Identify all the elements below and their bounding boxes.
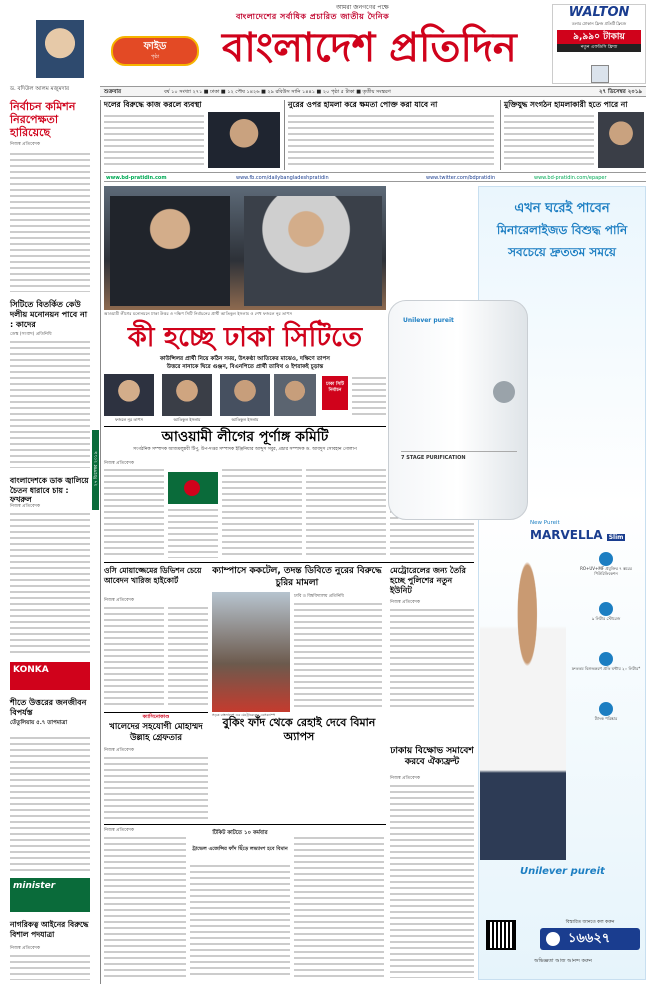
top-story-1[interactable] <box>104 100 282 170</box>
tank-icon <box>599 702 613 716</box>
pureit-product: New Pureit <box>530 520 560 526</box>
pureit-model-name: MARVELLA <box>530 528 603 542</box>
rally-headline[interactable]: ঢাকায় বিক্ষোভ সমাবেশ করবে ঐক্যফ্রন্ট <box>390 746 474 767</box>
pureit-brand-bottom: Unilever pureit <box>520 866 605 877</box>
masthead-tagline: বাংলাদেশের সর্বাধিক প্রচারিত জাতীয় দৈনিক <box>236 12 390 21</box>
rally-body <box>390 784 474 978</box>
left-body-2 <box>10 340 90 468</box>
author-name: ড. বদিউল আলম মজুমদার <box>10 86 70 92</box>
pureit-h3: সবচেয়ে দ্রুততম সময়ে <box>508 245 616 259</box>
metro-body <box>390 608 474 708</box>
feature-4 <box>568 702 644 742</box>
portrait-4 <box>274 374 316 416</box>
campus-photo-caption: সড়ক বাংলাদেশ এর মেট্রোরেলের বেসক্যাম্প <box>212 713 276 717</box>
dateline: বর্ষ ১০ সংখ্যা ২৭১ ■ ঢাকা ■ ১২ পৌষ ১৪২৬ ■ ২৯ রবিউস সানি ১৪৪১ ■ ২০ পৃষ্ঠা ৫ টাকা ■ তৃতীয় সংস্করণ <box>164 89 391 95</box>
top-story-3-body <box>504 114 594 168</box>
biman-byline: নিজস্ব প্রতিবেদক <box>104 828 135 833</box>
left-sub-4: তেঁতুলিয়ায় ৫.৭ তাপমাত্রা <box>10 720 68 726</box>
top-story-3-photo <box>598 112 644 168</box>
stage-icon <box>599 552 613 566</box>
portrait-3 <box>220 374 270 416</box>
al-body-4 <box>306 468 386 558</box>
divider <box>500 100 501 170</box>
lead-photo-right <box>244 196 382 306</box>
os-byline: নিজস্ব প্রতিবেদক <box>104 598 135 603</box>
pureit-h1: এখন ঘরেই পাবেন <box>514 201 610 216</box>
feature-3 <box>568 652 644 702</box>
khaled-byline: নিজস্ব প্রতিবেদক <box>104 748 135 753</box>
portrait-name-3: আতিকুল ইসলাম <box>231 417 259 422</box>
rule <box>104 426 386 427</box>
hotline-number: ১৬৬২৭ <box>568 931 611 946</box>
lead-badge <box>322 376 348 410</box>
minister-logo: minister <box>13 881 56 891</box>
top-story-1-title: দলের বিরুদ্ধে কাজ করলে ব্যবস্থা <box>104 100 202 109</box>
dateline-bar <box>100 86 646 97</box>
date-strip <box>92 430 99 510</box>
pureit-model <box>530 528 642 543</box>
biman-headline[interactable]: বুকিং ফাঁদ থেকে রেহাই দেবে বিমান অ্যাপস <box>222 716 376 743</box>
left-byline-2: ডেস্ক (সংবাদ) প্রতিনিধি <box>10 332 52 337</box>
metro-byline: নিজস্ব প্রতিবেদক <box>390 600 421 605</box>
left-headline-4[interactable]: শীতে উত্তরের জনজীবন বিপর্যস্ত <box>10 698 87 717</box>
bangladesh-flag <box>168 472 218 504</box>
os-body <box>104 606 164 708</box>
khaled-headline[interactable]: খালেদের সহযোগী মোহাম্মদ উল্লাহ গ্রেফতার <box>109 722 203 743</box>
left-headline-1[interactable]: নির্বাচন কমিশন নিরপেক্ষতা হারিয়েছে <box>10 100 76 139</box>
os-body-2 <box>168 606 208 708</box>
minister-ad[interactable] <box>10 878 90 912</box>
purifier-device <box>388 300 528 520</box>
top-story-2-body <box>288 114 494 168</box>
rule <box>104 824 386 825</box>
fridge-icon <box>591 65 609 83</box>
feature-2-text: ৯ লিটার স্টোরেজ <box>591 616 621 621</box>
left-byline-1: নিজস্ব প্রতিবেদক <box>10 142 41 147</box>
speed-icon <box>599 652 613 666</box>
feature-3-text: দ্রুততম বিশুদ্ধকরণ প্রতি ঘন্টায় ২০ লিটার* <box>571 666 641 671</box>
portrait-2 <box>162 374 212 416</box>
left-body-3 <box>10 512 90 656</box>
rally-byline: নিজস্ব প্রতিবেদক <box>390 776 421 781</box>
date-strip-text: ২৭ ডিসেম্বর ২০১৯ <box>94 451 100 487</box>
divider <box>284 100 285 170</box>
top-story-2[interactable] <box>288 100 498 170</box>
phone-icon <box>546 932 560 946</box>
biman-sub: টিকিট কাটতে ১০ কর্মবার <box>212 830 268 836</box>
walton-price: ৯,৯৯০ টাকায় <box>557 30 641 44</box>
web-epaper[interactable]: www.bd-pratidin.com/epaper <box>534 175 607 181</box>
web-links-bar <box>104 172 646 182</box>
feature-1 <box>568 552 644 602</box>
konka-ad[interactable] <box>10 662 90 690</box>
feature-1-text: RO+UV+MF প্রযুক্তির ৭ স্তরের পিউরিফিকেশন <box>580 566 632 576</box>
portrait-name-1: ফজলে নূর তাপস <box>115 417 143 422</box>
al-body-1 <box>104 468 164 558</box>
al-sub: সংগঠনিক সম্পাদক আজমলুন্নবী টিপু, উপ-দপ্তর সম্পাদক ইঞ্জিনিয়ার আব্দুস সবুর, প্রচার সম্পাদক ড. আবদুস সোবহান গোলাপ <box>133 447 357 452</box>
portrait-1 <box>104 374 154 416</box>
lead-sub-1: কাউন্সিলর প্রার্থী নিয়ে কঠিন সময়, উৎকণ্ঠা আতিকের মাঝেও, দক্ষিণে তাপস <box>159 356 331 362</box>
campus-photo <box>212 592 290 712</box>
top-story-1-photo <box>208 112 280 168</box>
web-fb[interactable]: www.fb.com/dailybangladeshpratidin <box>236 175 329 181</box>
left-headline-5[interactable]: নাগরিকত্ব আইনের বিরুদ্ধে বিশাল পদযাত্রা <box>10 920 89 939</box>
biman-sub-2: ট্রাভেল এজেন্সির ফাঁদ ছিঁড়ে লভ্যাংশ হবে বিমান <box>192 846 288 852</box>
campus-headline[interactable]: ক্যাম্পাসে ককটেল, তদন্ত ডিবিতে নুরের বিরুদ্ধে চুরির মামলা <box>212 566 382 588</box>
flag-circle <box>184 480 200 496</box>
biman-body-3 <box>294 836 384 978</box>
left-body-1 <box>10 152 90 292</box>
lead-portraits <box>104 374 316 424</box>
purifier-stage: 7 STAGE PURIFICATION <box>401 451 517 461</box>
walton-line: ডলার ঢোকান ফ্রিজ প্রতিটি ফ্রিজে <box>571 21 627 26</box>
left-byline-5: নিজস্ব প্রতিবেদক <box>10 946 41 951</box>
lead-photo <box>104 186 386 310</box>
promo-badge[interactable] <box>111 36 199 66</box>
web-tw[interactable]: www.twitter.com/bdpratidin <box>426 175 496 181</box>
feature-4-text: ট্যাংক পরিষ্কার <box>594 716 618 721</box>
pureit-bottom-text: অভিজ্ঞতা আজ আনন্দ করুন <box>534 958 592 964</box>
walton-ad[interactable] <box>552 4 646 84</box>
lead-headline[interactable]: কী হচ্ছে ঢাকা সিটিতে <box>127 322 363 353</box>
rule <box>104 562 474 563</box>
al-body-3 <box>222 468 302 558</box>
left-divider <box>100 100 101 984</box>
pureit-h2: মিনারেলাইজড বিশুদ্ধ পানি <box>496 223 628 237</box>
pureit-features <box>568 552 644 742</box>
left-headline-3[interactable]: বাংলাদেশকে ডাক জ্বালিয়ে চৈতন ধারাবে চায় : ফখরুল <box>10 476 89 504</box>
qr-code[interactable] <box>486 920 516 950</box>
lead-photo-caption: আওয়ামী লীগের মনোনয়নে ঢাকা উত্তর ও দক্ষিণ সিটি নির্বাচনের প্রার্থী আতিকুল ইসলাম ও শেখ ফজলে নূর তাপস <box>104 311 293 316</box>
konka-logo: KONKA <box>13 665 49 675</box>
feature-2 <box>568 602 644 652</box>
lead-photo-left <box>110 196 230 306</box>
left-body-4 <box>10 736 90 872</box>
ad-model-photo <box>480 560 566 860</box>
masthead-logo[interactable]: বাংলাদেশ প্রতিদিন <box>222 24 517 71</box>
masthead-top-note: আমরা জনগণের পক্ষে <box>336 4 389 11</box>
promo-sub: পৃষ্ঠা <box>150 54 160 60</box>
biman-body-2 <box>190 864 290 978</box>
top-story-2-title: নুরের ওপর হামলা করে ক্ষমতা পোক্ত করা যাবে না <box>288 100 438 109</box>
al-body-2 <box>168 508 218 558</box>
rule <box>104 712 208 713</box>
lead-sub-2: উত্তরে নানাকে ঘিরে গুঞ্জন, বিএনপিতে প্রার্থী তাবিথ ও ইশরাকই চূড়ান্ত <box>166 364 324 370</box>
portrait-name-2: আতিকুল ইসলাম <box>173 417 201 422</box>
metro-headline[interactable]: মেট্রোরেলের জন্য তৈরি হচ্ছে পুলিশের নতুন ইউনিট <box>390 566 466 595</box>
top-stories <box>104 100 646 170</box>
al-byline: নিজস্ব প্রতিবেদক <box>104 461 135 466</box>
walton-sub: নতুন এফডিসি ফ্রিজ <box>557 44 641 52</box>
left-headline-2[interactable]: সিটিতে বিতর্কিত কেউ দলীয় মনোনয়ন পাবে না : কাদের <box>10 300 88 329</box>
biman-body-1 <box>104 836 186 978</box>
masthead <box>0 0 650 100</box>
campus-body <box>294 602 382 708</box>
top-story-3-title: মুক্তিযুদ্ধ সংগঠন হামলাকারী হতে পারে না <box>504 100 628 109</box>
date-right: ২৭ ডিসেম্বর ২০১৯ <box>598 89 642 95</box>
hotline-label: বিস্তারিত জানতে কল করুন <box>565 920 615 925</box>
author-photo <box>36 20 84 78</box>
walton-logo: WALTON <box>553 5 645 21</box>
day: শুক্রবার <box>104 89 122 95</box>
storage-icon <box>599 602 613 616</box>
lead-body-col <box>352 376 386 416</box>
pureit-slim: Slim <box>608 534 624 541</box>
os-headline[interactable]: ওসি মোয়াজ্জেমের ডিভিশন চেয়ে আবেদন খারিজ হাইকোর্ট <box>104 566 202 585</box>
lead-badge-text: ঢাকা সিটি নির্বাচন <box>326 382 344 393</box>
purifier-tap <box>493 381 515 403</box>
hotline-box[interactable] <box>540 928 640 950</box>
promo-title: ফাইড <box>143 41 167 52</box>
top-story-3[interactable] <box>504 100 646 170</box>
khaled-body <box>104 756 208 820</box>
web-site[interactable]: www.bd-pratidin.com <box>106 175 167 181</box>
left-byline-3: নিজস্ব প্রতিবেদক <box>10 504 41 509</box>
top-story-1-body <box>104 114 204 168</box>
campus-byline: ঢাবি ও বিশ্ববিদ্যালয় প্রতিনিধি <box>294 594 344 599</box>
khaled-kicker: ক্যাসিনোকাণ্ড <box>142 714 170 720</box>
left-body-5 <box>10 954 90 980</box>
al-headline[interactable]: আওয়ামী লীগের পূর্ণাঙ্গ কমিটি <box>161 429 329 445</box>
purifier-logo: Unilever pureit <box>403 317 454 324</box>
left-column <box>10 86 90 984</box>
